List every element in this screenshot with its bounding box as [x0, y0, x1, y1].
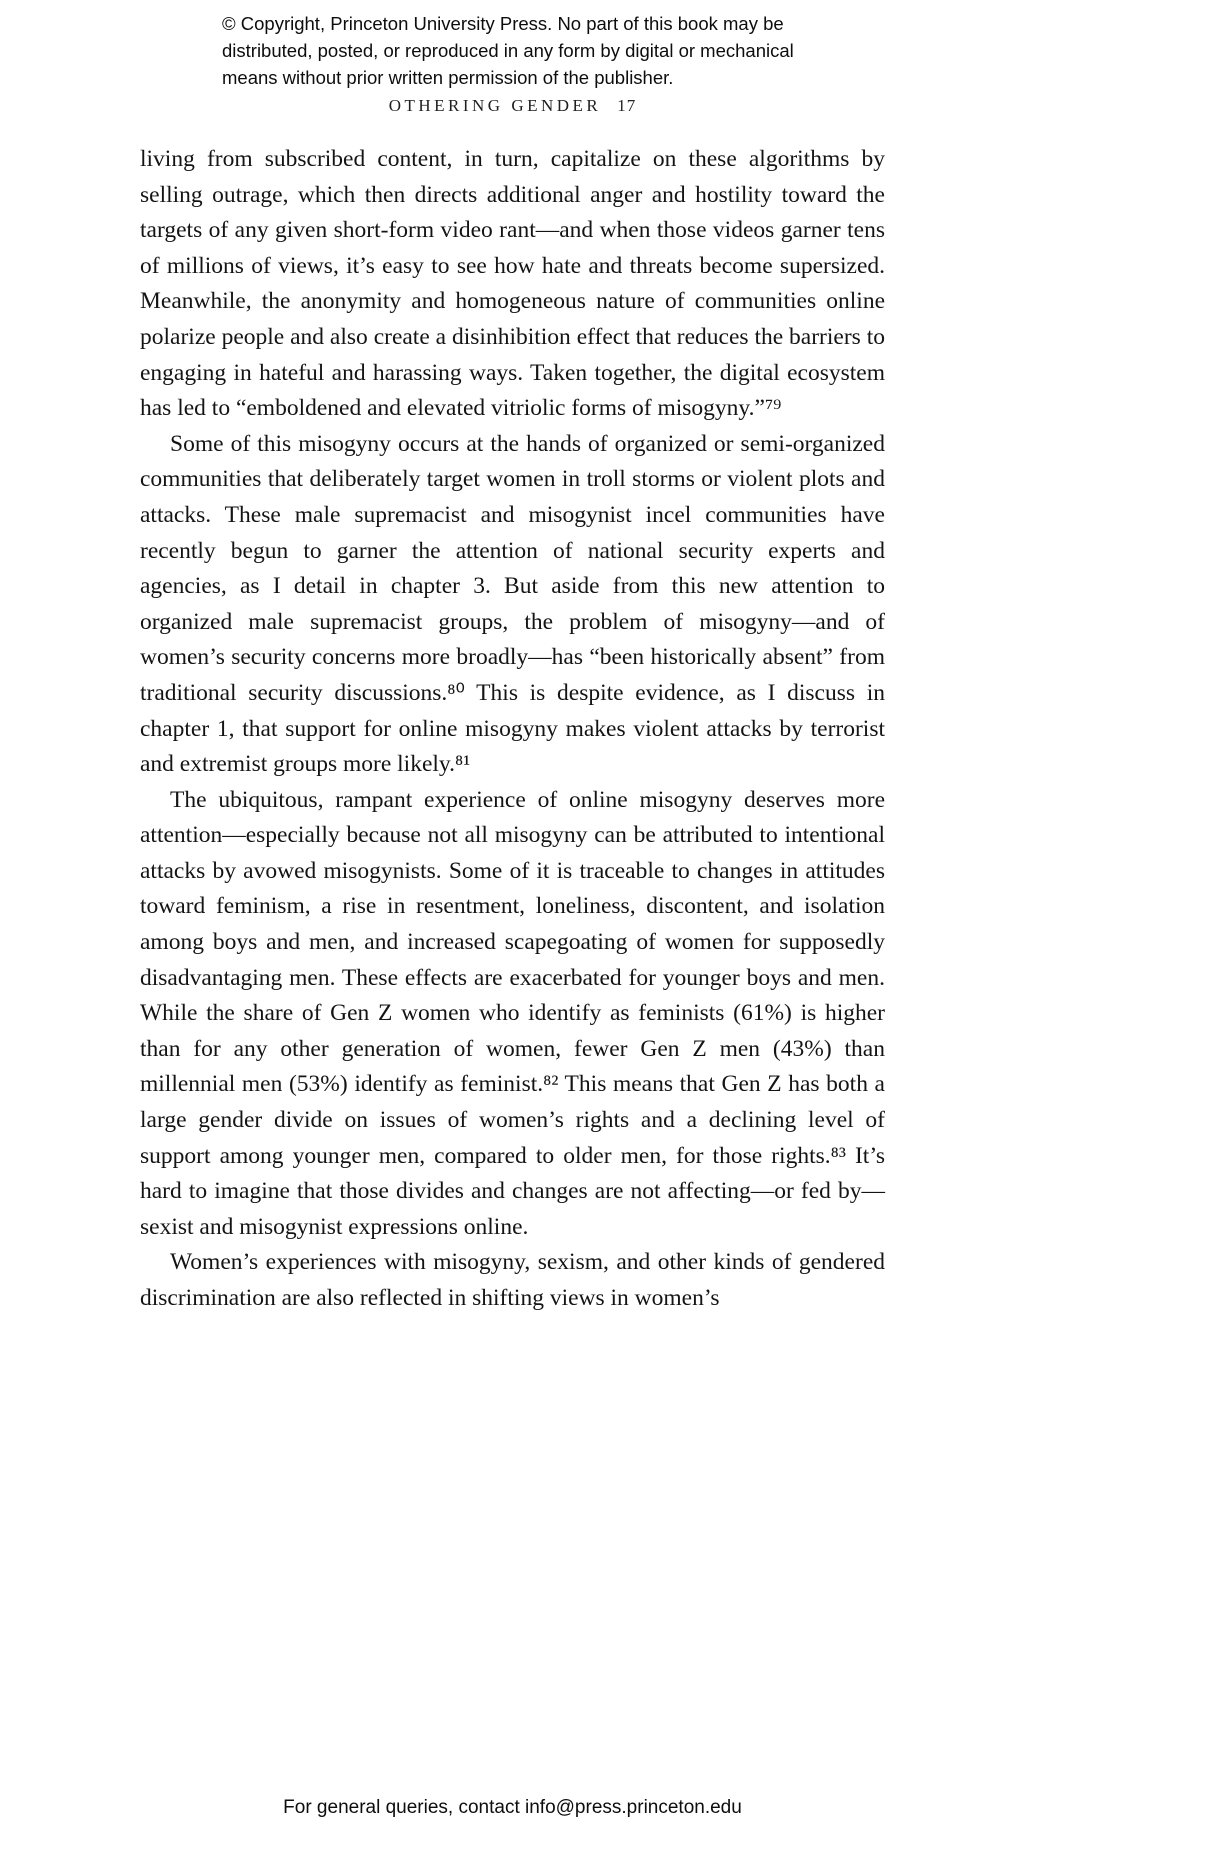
footer-text: For general queries, contact — [283, 1797, 526, 1818]
paragraph: Some of this misogyny occurs at the hands of organized or semi-organized communities that deliberately target women in troll storms or violent plots and attacks. These male supremacist and misogynist incel communities have recently begun to garner the attention of national security experts and agencies, as I detail in chapter 3. But aside from this new attention to organized male supremacist groups, the problem of misogyny—and of women’s security concerns more broadly—has “been historically absent” from traditional security discussions.⁸⁰ This is despite evidence, as I discuss in chapter 1, that support for online misogyny makes violent attacks by terrorist and extremist groups more likely.⁸¹ — [140, 430, 885, 778]
footer-contact — [140, 1797, 885, 1819]
text-block — [140, 142, 885, 1317]
copyright-line: means without prior written permission of the publisher. — [222, 67, 674, 88]
paragraph: Women’s experiences with misogyny, sexism, and other kinds of gendered discrimination are also reflected in shifting views in women’s — [140, 1249, 885, 1311]
paragraph: living from subscribed content, in turn, capitalize on these algorithms by selling outrage, which then directs additional anger and hostility toward the targets of any given short-form video rant—and when those videos garner tens of millions of views, it’s easy to see how hate and threats become supersized. Meanwhile, the anonymity and homogeneous nature of communities online polarize people and also create a disinhibition effect that reduces the barriers to engaging in hateful and harassing ways. Taken together, the digital ecosystem has led to “emboldened and elevated vitriolic forms of misogyny.”⁷⁹ — [140, 146, 885, 422]
paragraph: The ubiquitous, rampant experience of online misogyny deserves more attention—especially because not all misogyny can be attributed to intentional attacks by avowed misogynists. Some of it is traceable to changes in attitudes toward feminism, a rise in resentment, loneliness, discontent, and isolation among boys and men, and increased scapegoating of women for supposedly disadvantaging men. These effects are exacerbated for younger boys and men. While the share of Gen Z women who identify as feminists (61%) is higher than for any other generation of women, fewer Gen Z men (43%) than millennial men (53%) identify as feminist.⁸² This means that Gen Z has both a large gender divide on issues of women’s rights and a declining level of support among younger men, compared to older men, for those rights.⁸³ It’s hard to imagine that those divides and changes are not affecting—or fed by—sexist and misogynist expressions online. — [140, 786, 885, 1240]
copyright-line: © Copyright, Princeton University Press. No part of this book may be — [222, 13, 784, 34]
contact-email: info@press.princeton.edu — [525, 1797, 742, 1818]
copyright-line: distributed, posted, or reproduced in any form by digital or mechanical — [222, 40, 794, 61]
copyright-notice — [222, 10, 842, 91]
page-number: 17 — [617, 96, 637, 115]
running-head — [140, 96, 885, 116]
running-head-title: OTHERING GENDER — [388, 96, 602, 115]
